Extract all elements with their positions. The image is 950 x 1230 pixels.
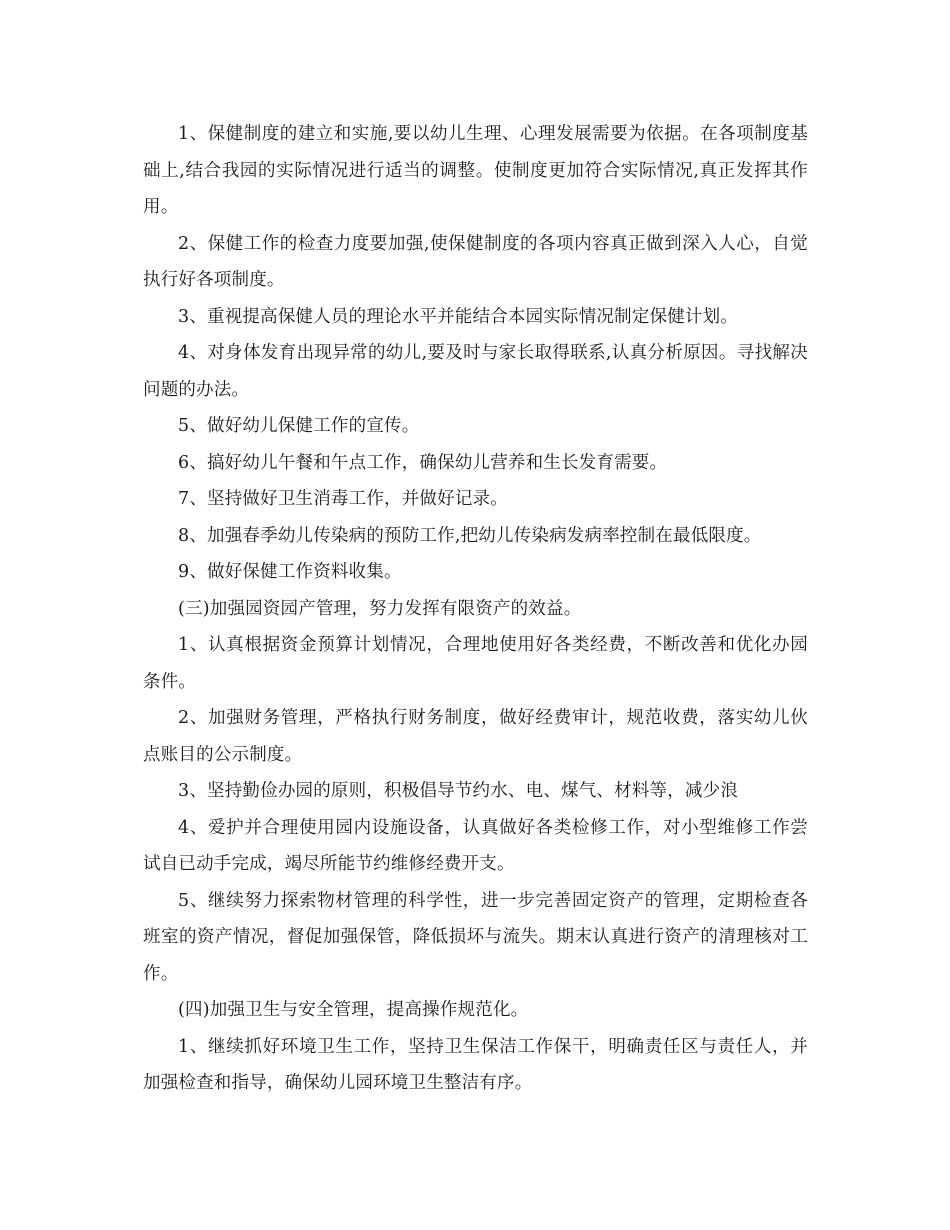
section-heading-4: (四)加强卫生与安全管理，提高操作规范化。 (178, 1000, 529, 1020)
paragraph-12: 3、坚持勤俭办园的原则，积极倡导节约水、电、煤气、材料等，减少浪 (178, 781, 739, 801)
paragraph-5: 5、做好幼儿保健工作的宣传。 (178, 416, 420, 436)
paragraph-2: 2、保健工作的检查力度要加强,使保健制度的各项内容真正做到深入人心，自觉执行好各项制度。 (143, 233, 808, 290)
paragraph-13: 4、爱护并合理使用园内设施设备，认真做好各类检修工作，对小型维修工作尝试自已动手完成，竭尽所能节约维修经费开支。 (143, 817, 808, 874)
paragraph-7: 7、坚持做好卫生消毒工作，并做好记录。 (178, 489, 508, 509)
paragraph-9: 9、做好保健工作资料收集。 (178, 562, 402, 582)
paragraph-14: 5、继续努力探索物材管理的科学性，进一步完善固定资产的管理，定期检查各班室的资产情况，督促加强保管，降低损坏与流失。期末认真进行资产的清理核对工作。 (143, 890, 808, 984)
section-heading-3: (三)加强园资园产管理，努力发挥有限资产的效益。 (178, 598, 582, 619)
document-body (143, 116, 808, 1102)
paragraph-15: 1、继续抓好环境卫生工作，坚持卫生保洁工作保干，明确责任区与责任人，并加强检查和指导，确保幼儿园环境卫生整洁有序。 (143, 1036, 808, 1093)
paragraph-4: 4、对身体发育出现异常的幼儿,要及时与家长取得联系,认真分析原因。寻找解决问题的办法。 (143, 343, 808, 400)
paragraph-10: 1、认真根据资金预算计划情况，合理地使用好各类经费，不断改善和优化办园条件。 (143, 635, 808, 692)
paragraph-3: 3、重视提高保健人员的理论水平并能结合本园实际情况制定保健计划。 (178, 306, 739, 327)
paragraph-8: 8、加强春季幼儿传染病的预防工作,把幼儿传染病发病率控制在最低限度。 (178, 525, 762, 546)
paragraph-11: 2、加强财务管理，严格执行财务制度，做好经费审计，规范收费，落实幼儿伙点账目的公示制度。 (143, 708, 808, 765)
paragraph-1: 1、保健制度的建立和实施,要以幼儿生理、心理发展需要为依据。在各项制度基础上,结合我园的实际情况进行适当的调整。使制度更加符合实际情况,真正发挥其作用。 (143, 124, 808, 217)
paragraph-6: 6、搞好幼儿午餐和午点工作，确保幼儿营养和生长发育需要。 (178, 452, 668, 473)
